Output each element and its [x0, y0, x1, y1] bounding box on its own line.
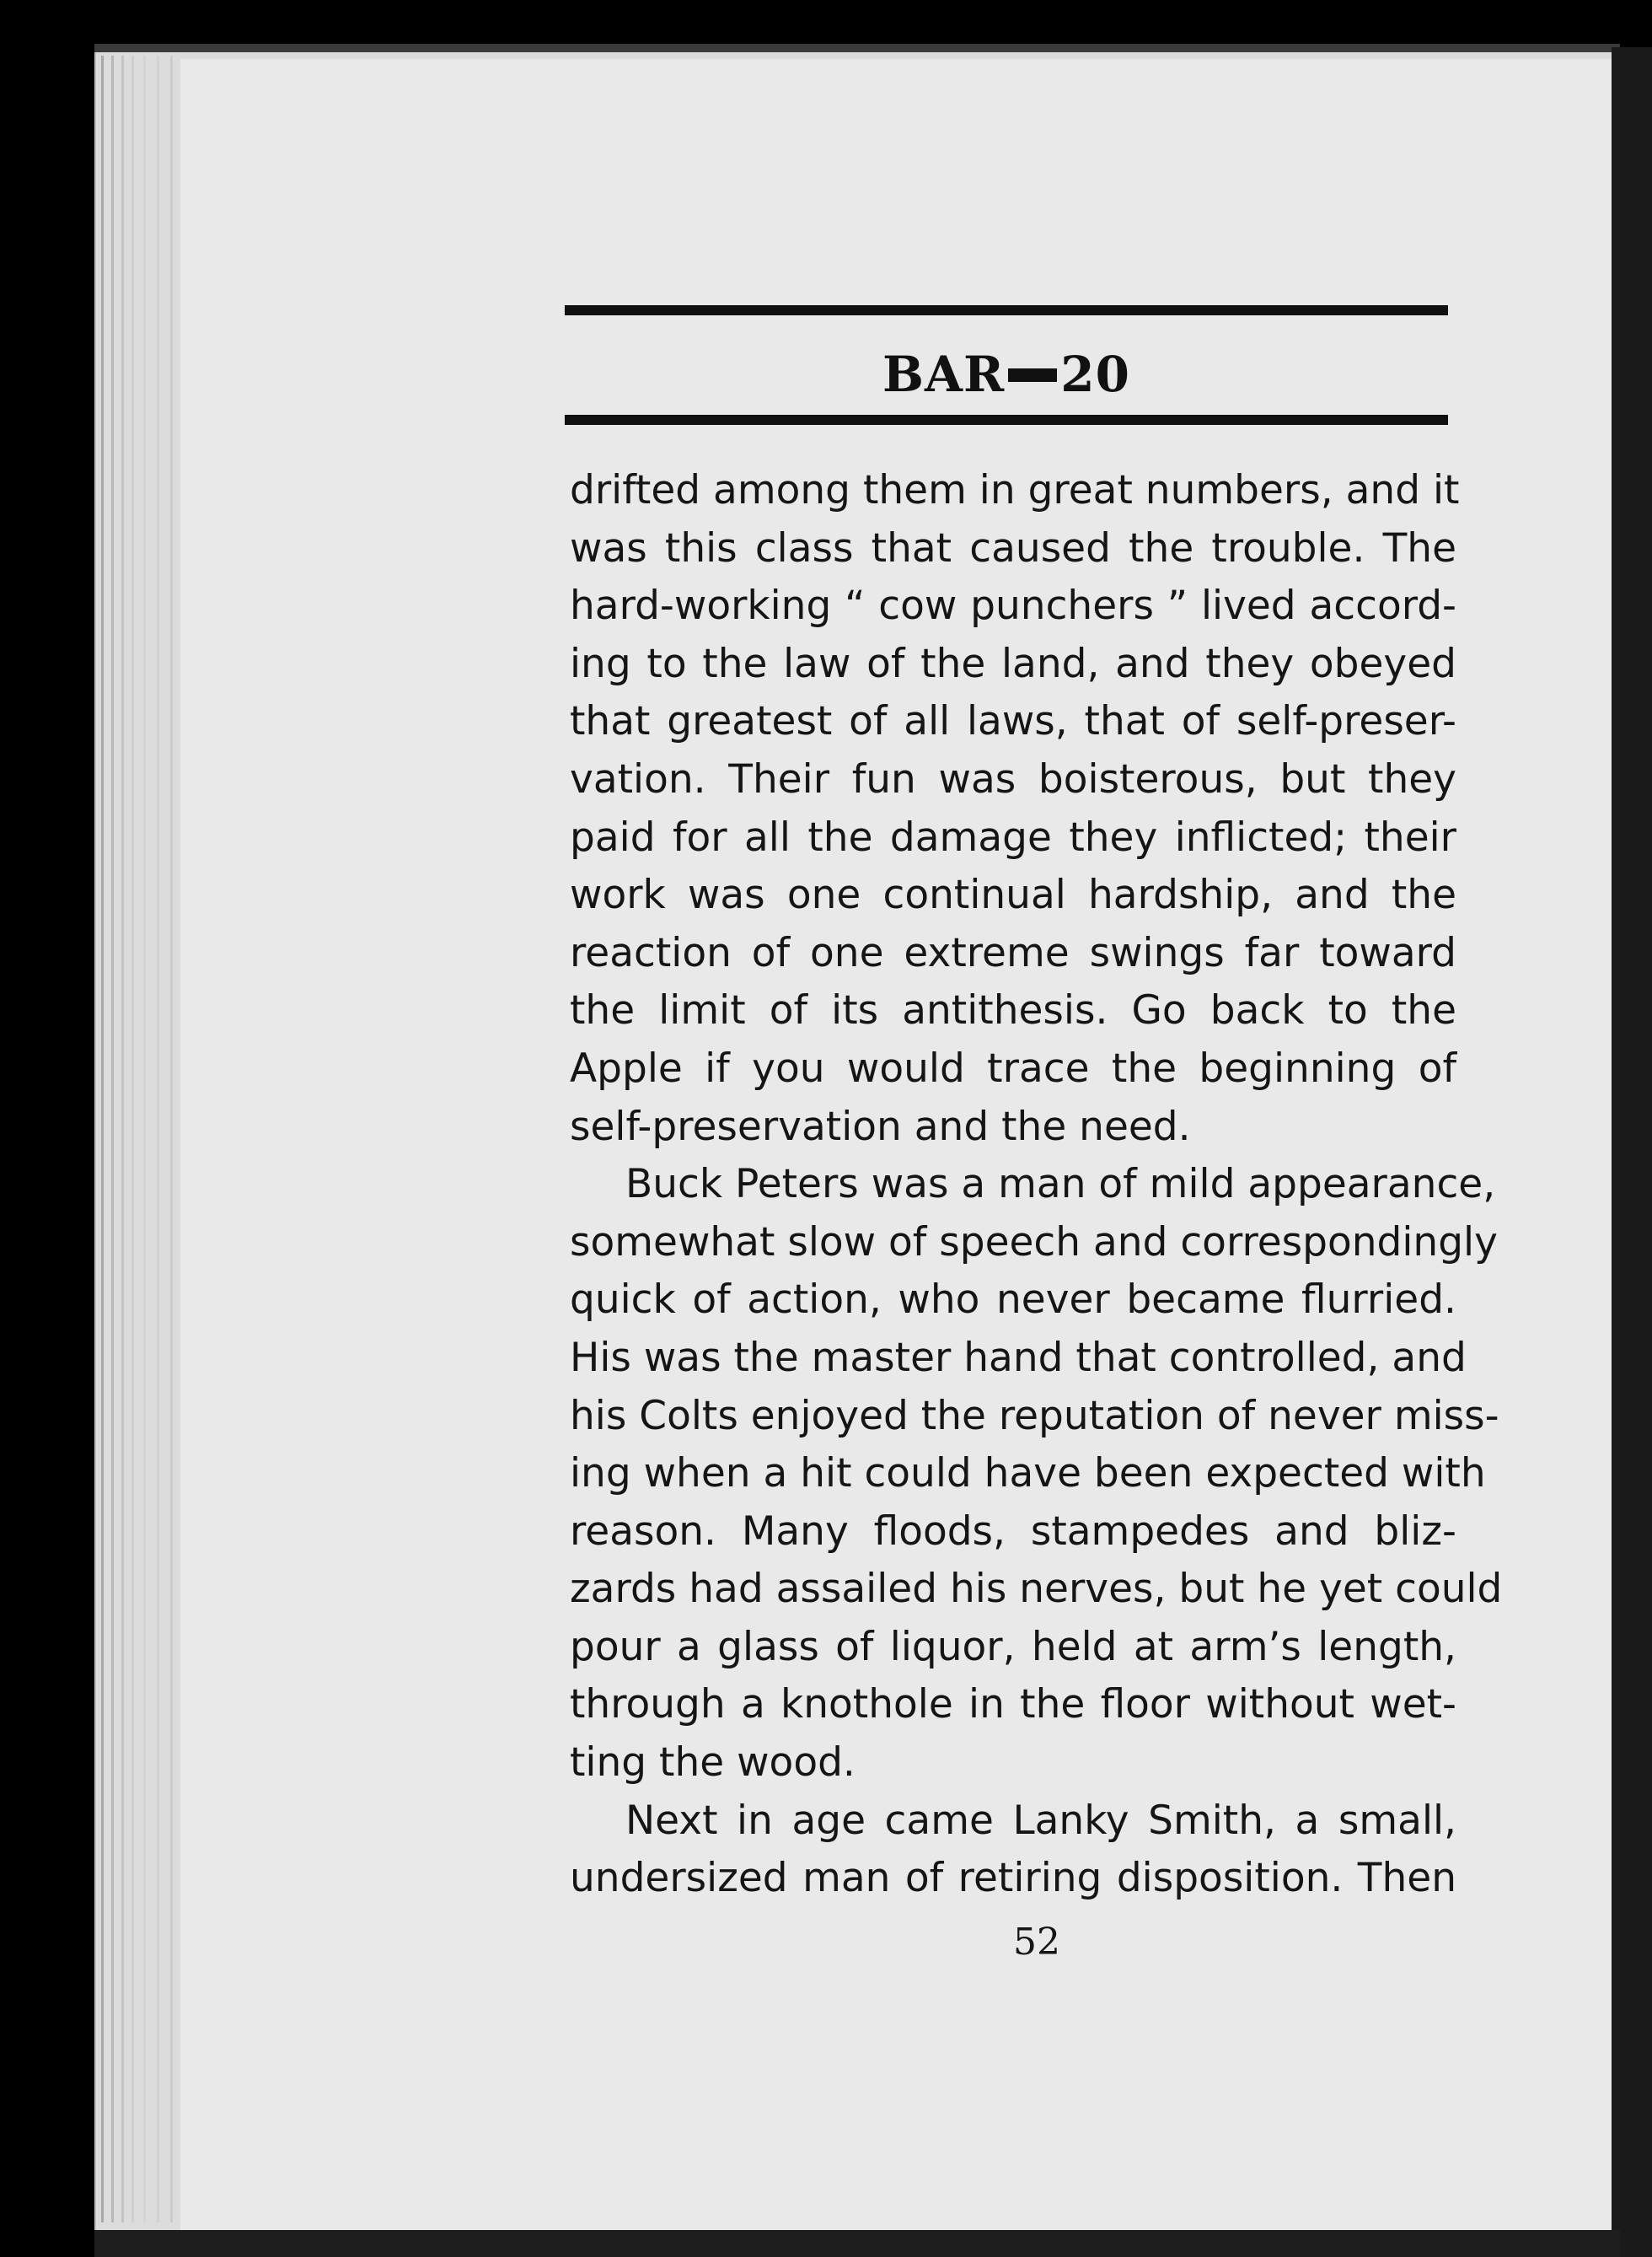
text-line: paid for all the damage they inflicted; their	[570, 814, 1456, 861]
page-edge	[157, 56, 159, 2222]
page-edge	[121, 56, 124, 2222]
page-edge	[101, 56, 104, 2222]
text-line: work was one continual hardship, and the	[570, 872, 1456, 919]
page-edge	[143, 56, 146, 2222]
book-bottom-shadow	[94, 2230, 1620, 2257]
text-line: ing to the law of the land, and they obeyed	[570, 640, 1456, 687]
text-line: Buck Peters was a man of mild appearance,	[625, 1161, 1496, 1208]
text-line: ting the wood.	[570, 1739, 856, 1787]
page-edge	[131, 56, 134, 2222]
text-line: his Colts enjoyed the reputation of never miss-	[570, 1392, 1499, 1439]
page-number: 52	[1013, 1921, 1060, 1964]
text-line: Next in age came Lanky Smith, a small,	[625, 1797, 1456, 1844]
running-head	[565, 344, 1448, 405]
text-line: ing when a hit could have been expected with	[570, 1450, 1486, 1497]
text-line: zards had assailed his nerves, but he yet could	[570, 1566, 1503, 1613]
text-line: quick of action, who never became flurried.	[570, 1276, 1456, 1324]
text-line: Apple if you would trace the beginning of	[570, 1045, 1456, 1092]
text-line: through a knothole in the floor without wet-	[570, 1681, 1456, 1728]
running-head-title: BAR	[882, 346, 1006, 403]
text-line: His was the master hand that controlled, and	[570, 1334, 1467, 1381]
page-edge	[111, 56, 114, 2222]
running-head-number: 20	[1060, 346, 1130, 403]
page-edge	[170, 56, 173, 2222]
book-binding	[1612, 47, 1652, 2257]
text-line: that greatest of all laws, that of self-preser-	[570, 698, 1456, 745]
text-line: self-preservation and the need.	[570, 1103, 1191, 1150]
header-rule-top	[565, 305, 1448, 315]
text-line: vation. Their fun was boisterous, but they	[570, 755, 1456, 803]
text-line: undersized man of retiring disposition. Then	[570, 1855, 1456, 1902]
text-line: reaction of one extreme swings far toward	[570, 929, 1456, 976]
text-line: reason. Many floods, stampedes and bliz-	[570, 1507, 1456, 1555]
text-line: somewhat slow of speech and correspondingly	[570, 1218, 1498, 1266]
text-line: hard-working “ cow punchers ” lived accord-	[570, 583, 1456, 630]
text-line: was this class that caused the trouble. The	[570, 524, 1456, 572]
body-text	[570, 462, 1503, 1908]
running-head-dash	[1008, 368, 1057, 382]
text-line: drifted among them in great numbers, and it	[570, 467, 1460, 513]
text-line: pour a glass of liquor, held at arm’s length,	[570, 1623, 1456, 1670]
header-rule-bottom	[565, 415, 1448, 425]
text-line: the limit of its antithesis. Go back to the	[570, 987, 1456, 1034]
